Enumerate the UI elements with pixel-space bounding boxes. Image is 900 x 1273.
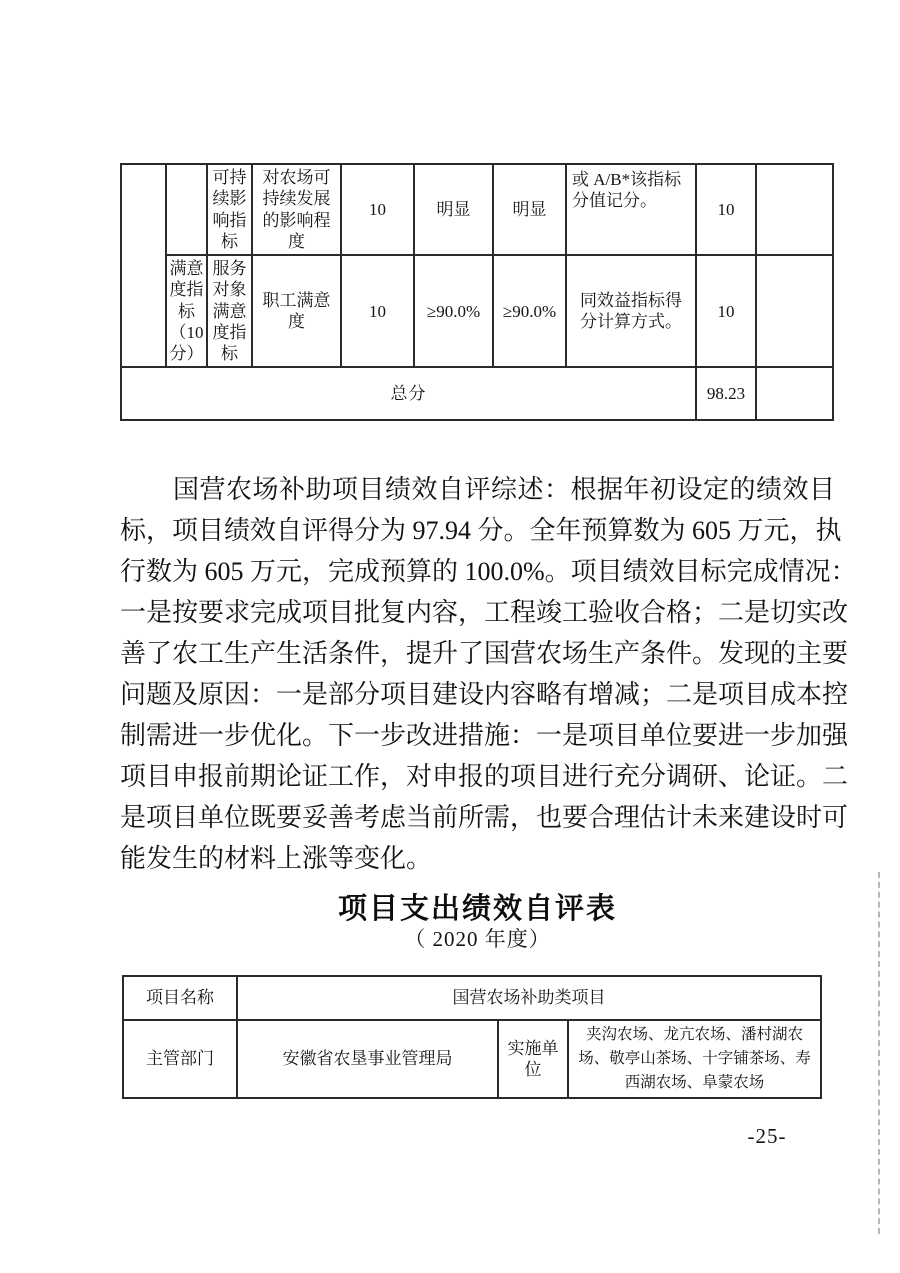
cell-target-value: ≥90.0% (414, 255, 493, 367)
indicator-score-table (120, 163, 834, 421)
cell-scoring-note: 同效益指标得分计算方式。 (566, 255, 696, 367)
summary-line: 标，项目绩效自评得分为 97.94 分。全年预算数为 605 万元，执 (120, 516, 842, 545)
summary-line: 项目申报前期论证工作，对申报的项目进行充分调研、论证。二 (120, 762, 849, 791)
summary-line: 问题及原因：一是部分项目建设内容略有增减；二是项目成本控 (120, 680, 849, 709)
page-number: -25- (747, 1124, 787, 1148)
cell-left-spanner (121, 164, 166, 367)
cell-remark-empty (756, 367, 833, 420)
cell-category-empty (166, 164, 207, 255)
form-year-subtitle: （ 2020 年度） (404, 927, 551, 951)
form-title: 项目支出绩效自评表 (337, 893, 617, 925)
scan-fold-line (878, 872, 880, 1234)
cell-score: 10 (696, 255, 756, 367)
cell-weight: 10 (341, 164, 414, 255)
cell-remark-empty (756, 164, 833, 255)
cell-total-label: 总分 (121, 367, 696, 420)
project-self-evaluation-table (122, 975, 822, 1099)
row-satisfaction (121, 255, 833, 367)
cell-subcategory: 可持续影响指标 (207, 164, 252, 255)
cell-impl-value: 夹沟农场、龙亢农场、潘村湖农场、敬亭山茶场、十字铺茶场、寿西湖农场、阜蒙农场 (568, 1020, 821, 1098)
summary-line: 制需进一步优化。下一步改进措施：一是项目单位要进一步加强 (120, 721, 849, 750)
cell-target-value: 明显 (414, 164, 493, 255)
cell-dept-label: 主管部门 (123, 1020, 237, 1098)
cell-remark-empty (756, 255, 833, 367)
cell-subcategory: 服务对象满意度指标 (207, 255, 252, 367)
cell-actual-value: 明显 (493, 164, 566, 255)
cell-category: 满意度指标（10分） (166, 255, 207, 367)
cell-indicator: 职工满意度 (252, 255, 341, 367)
summary-line: 善了农工生产生活条件，提升了国营农场生产条件。发现的主要 (120, 639, 849, 668)
cell-indicator: 对农场可持续发展的影响程度 (252, 164, 341, 255)
cell-project-name-value: 国营农场补助类项目 (237, 976, 821, 1020)
cell-weight: 10 (341, 255, 414, 367)
cell-score: 10 (696, 164, 756, 255)
cell-scoring-note: 或 A/B*该指标分值记分。 (566, 164, 696, 255)
cell-actual-value: ≥90.0% (493, 255, 566, 367)
summary-line: 行数为 605 万元，完成预算的 100.0%。项目绩效目标完成情况： (120, 557, 857, 586)
summary-line: 一是按要求完成项目批复内容，工程竣工验收合格；二是切实改 (120, 598, 849, 627)
cell-dept-value: 安徽省农垦事业管理局 (237, 1020, 498, 1098)
summary-line: 是项目单位既要妥善考虑当前所需，也要合理估计未来建设时可 (120, 803, 849, 832)
self-evaluation-summary (120, 469, 857, 879)
cell-total-score: 98.23 (696, 367, 756, 420)
summary-line: 能发生的材料上涨等变化。 (120, 844, 433, 873)
summary-line: 国营农场补助项目绩效自评综述：根据年初设定的绩效目 (173, 475, 835, 504)
row-sustain-impact (121, 164, 833, 255)
row-total (121, 367, 833, 420)
row-project-name (123, 976, 821, 1020)
cell-impl-label: 实施单位 (498, 1020, 568, 1098)
row-departments (123, 1020, 821, 1098)
cell-project-name-label: 项目名称 (123, 976, 237, 1020)
